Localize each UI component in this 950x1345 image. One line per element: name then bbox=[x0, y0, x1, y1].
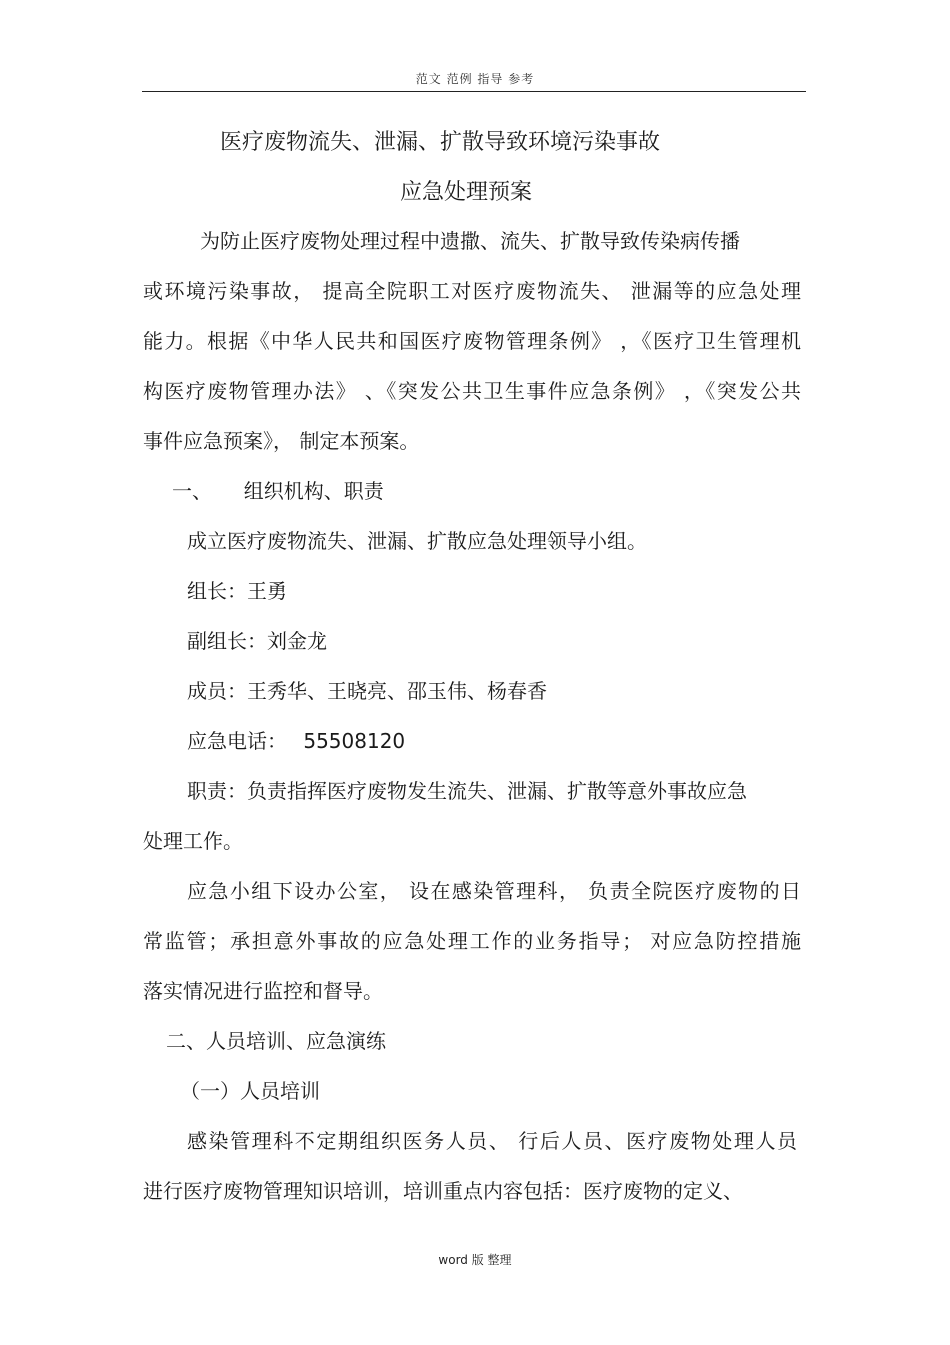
section2-train-line-2: 进行医疗废物管理知识培训，培训重点内容包括：医疗废物的定义、 bbox=[143, 1179, 743, 1203]
page-header-text: 范文 范例 指导 参考 bbox=[415, 72, 535, 86]
header-divider bbox=[142, 91, 806, 92]
intro-line-3: 能力。根据《中华人民共和国医疗废物管理条例》 ，《医疗卫生管理机 bbox=[143, 329, 801, 353]
intro-line-5: 事件应急预案》， 制定本预案。 bbox=[143, 429, 420, 453]
intro-line-4: 构医疗废物管理办法》 、《突发公共卫生事件应急条例》 ，《突发公共 bbox=[143, 379, 801, 403]
section1-duty-line-1: 职责：负责指挥医疗废物发生流失、泄漏、扩散等意外事故应急 bbox=[187, 779, 747, 803]
section1-office-line-2: 常监管；承担意外事故的应急处理工作的业务指导； 对应急防控措施 bbox=[143, 929, 801, 953]
section1-deputy: 副组长：刘金龙 bbox=[187, 629, 327, 653]
section1-office-line-3: 落实情况进行监控和督导。 bbox=[143, 979, 383, 1003]
section2-heading: 二、人员培训、应急演练 bbox=[166, 1029, 386, 1053]
section2-subheading: （一）人员培训 bbox=[180, 1079, 320, 1103]
intro-line-2: 或环境污染事故， 提高全院职工对医疗废物流失、 泄漏等的应急处理 bbox=[143, 279, 801, 303]
section1-leader: 组长：王勇 bbox=[187, 579, 287, 603]
document-title-line1: 医疗废物流失、泄漏、扩散导致环境污染事故 bbox=[220, 130, 661, 155]
page-footer-text: word 版 整理 bbox=[438, 1253, 512, 1267]
section1-lead: 成立医疗废物流失、泄漏、扩散应急处理领导小组。 bbox=[187, 529, 647, 553]
section1-office-line-1: 应急小组下设办公室， 设在感染管理科， 负责全院医疗废物的日 bbox=[187, 879, 801, 903]
phone-label: 应急电话： bbox=[187, 729, 287, 753]
section1-members: 成员：王秀华、王晓亮、邵玉伟、杨春香 bbox=[187, 679, 547, 703]
section2-train-line-1: 感染管理科不定期组织医务人员、 行后人员、医疗废物处理人员 bbox=[187, 1129, 797, 1153]
section1-heading: 一、 组织机构、职责 bbox=[172, 479, 384, 503]
section1-duty-line-2: 处理工作。 bbox=[143, 829, 243, 853]
section1-phone-row bbox=[187, 726, 405, 756]
intro-line-1: 为防止医疗废物处理过程中遗撒、流失、扩散导致传染病传播 bbox=[200, 229, 740, 253]
phone-number: 55508120 bbox=[303, 729, 406, 753]
document-title-line2: 应急处理预案 bbox=[400, 180, 533, 205]
